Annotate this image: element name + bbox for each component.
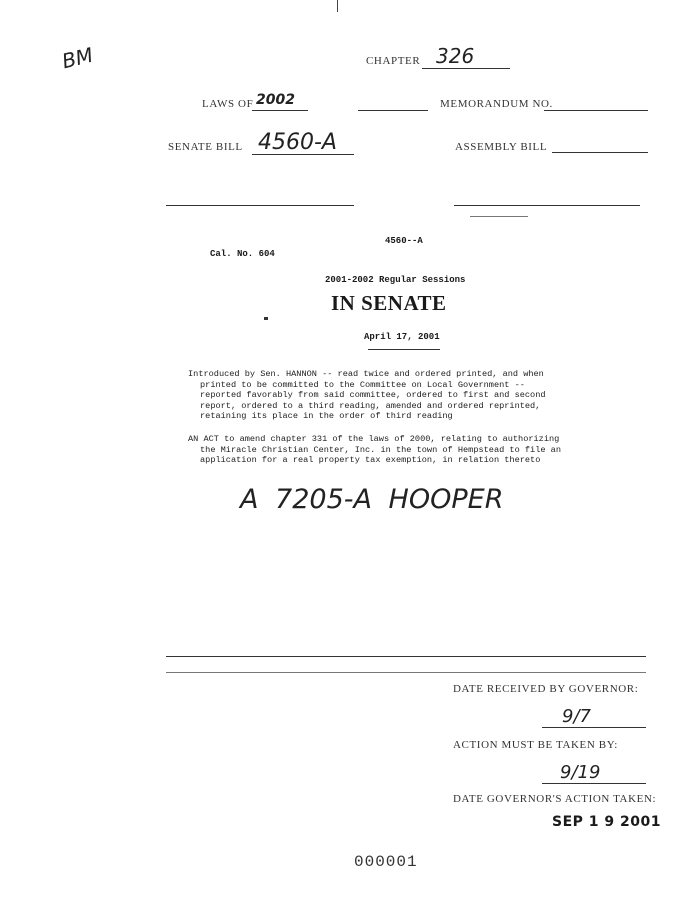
handwritten-note: A 7205-A HOOPER <box>240 484 504 515</box>
action-taken-label: DATE GOVERNOR'S ACTION TAKEN: <box>453 793 657 805</box>
senate-bill-label: SENATE BILL <box>168 141 243 153</box>
sessions: 2001-2002 Regular Sessions <box>325 275 466 285</box>
action-by-value: 9/19 <box>560 762 601 783</box>
act-line: the Miracle Christian Center, Inc. in the town of Hempstead to file an <box>200 444 561 455</box>
chapter-line <box>422 68 510 69</box>
laws-of-line <box>252 110 308 111</box>
act-line: application for a real property tax exemption, in relation thereto <box>200 455 541 466</box>
divider-line-2 <box>166 672 646 673</box>
senate-bill-value: 4560-A <box>258 130 337 155</box>
introduced-line: printed to be committed to the Committee on Local Government -- <box>200 379 525 390</box>
bill-date: April 17, 2001 <box>364 332 440 342</box>
chapter-value: 326 <box>436 44 475 68</box>
act-line: AN ACT to amend chapter 331 of the laws of 2000, relating to authorizing <box>188 434 560 444</box>
signature-line-right <box>454 205 640 206</box>
signature-sub-line <box>470 216 528 217</box>
assembly-bill-line <box>552 152 648 153</box>
introduced-line: reported favorably from said committee, ordered to first and second <box>200 390 546 401</box>
chapter-label: CHAPTER <box>366 55 421 67</box>
laws-of-extra-line <box>358 110 428 111</box>
date-underline <box>368 349 440 350</box>
memorandum-line <box>544 110 648 111</box>
memorandum-label: MEMORANDUM NO. <box>440 98 553 110</box>
cal-no: Cal. No. 604 <box>210 249 275 259</box>
received-line <box>542 727 646 728</box>
action-by-label: ACTION MUST BE TAKEN BY: <box>453 739 618 751</box>
act-paragraph <box>188 434 561 466</box>
assembly-bill-label: ASSEMBLY BILL <box>455 141 548 153</box>
received-value: 9/7 <box>562 706 591 727</box>
laws-of-value: 2002 <box>256 92 295 108</box>
corner-initials: BM <box>59 42 96 74</box>
senate-bill-line <box>252 154 354 155</box>
signature-line-left <box>166 205 354 206</box>
bill-title: IN SENATE <box>331 291 447 315</box>
introduced-line: retaining its place in the order of third reading <box>200 411 453 422</box>
action-taken-stamp: SEP 1 9 2001 <box>552 814 661 830</box>
laws-of-label: LAWS OF <box>202 98 254 110</box>
scan-speck <box>264 317 268 320</box>
received-label: DATE RECEIVED BY GOVERNOR: <box>453 683 639 695</box>
action-by-line <box>542 783 646 784</box>
introduced-line: report, ordered to a third reading, amended and ordered reprinted, <box>200 400 541 411</box>
bill-number: 4560--A <box>385 236 423 246</box>
introduced-paragraph <box>188 369 546 422</box>
introduced-line: Introduced by Sen. HANNON -- read twice and ordered printed, and when <box>188 369 544 379</box>
divider-line-1 <box>166 656 646 657</box>
top-tick-mark <box>337 0 338 12</box>
page-number: 000001 <box>354 853 418 871</box>
